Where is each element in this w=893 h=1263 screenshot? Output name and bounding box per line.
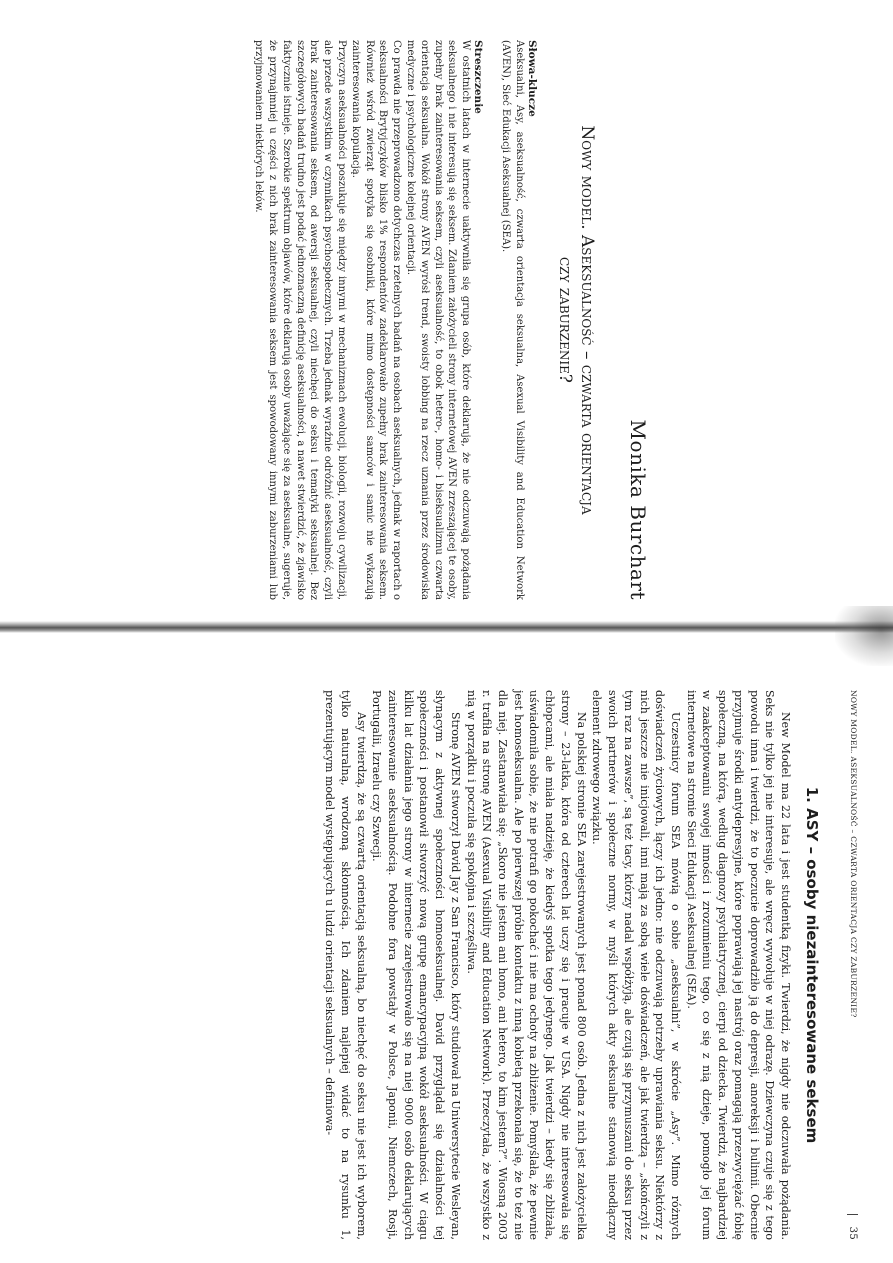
body-paragraph-5: Asy twierdzą, że są czwartą orientacją seksualną, bo niechęć do seksu nie jest ich wyborem, tylko naturalną, wrodzoną skłonnością. Ich zdaniem najlepiej widać to na rysunku 1, prezentującym model występujących u ludzi orientacji seksualnych – definiowa-: [323, 690, 368, 1240]
body-paragraph-2: Uczestnicy forum SEA mówią o sobie „aseksualni”, w skrócie „Asy”. Mimo różnych doświadczeń życiowych, łączy ich jedno: nie odczuwają potrzeby uprawiania seksu. Niektórzy z nich jeszcze nie inicjowali, inni mają za sobą wiele doświadczeń, ale jak twierdzą – „skończyli z tym raz na zawsze”, są też tacy, którzy nadal współżyją, ale czują się przymuszani do seksu przez swoich partnerów i społeczne normy, w myśli których akty seksualne stanowią nieodłączny element zdrowego związku.: [590, 690, 682, 1240]
keywords-text: Aseksualni, Asy, aseksualność, czwarta orientacja seksualna, Asexual Visibility and Education Network (AVEN), Sieć Edukacji Aseksualnej (SEA).: [500, 40, 525, 600]
right-page: [58, 690, 858, 1240]
scan-shadow: [835, 606, 893, 666]
keywords-label: Słowa-klucze: [525, 40, 538, 117]
page-number: 35: [847, 1214, 858, 1240]
running-header: [847, 690, 858, 1240]
abstract-label: Streszczenie: [472, 40, 485, 114]
article-title-line-1: Nowy model. Aseksualność – czwarta orientacja: [577, 125, 597, 515]
section-heading: 1. ASY – osoby niezainteresowane seksem: [803, 786, 821, 1144]
body-paragraph-4: Stronę AVEN stworzył David Jay z San Francisco, który studiował na Uniwersytecie Wesleyan, słynącym z aktywnej społeczności homoseksualnej. David przyglądał się działalności tej społeczności i postanowił stworzyć nową grupę emancypacyjną wokół aseksualności. W ciągu kilku lat działania jego strony w internecie zarejestrowało się na niej 9000 osób deklarujących zainteresowanie aseksualnością. Podobne fora powstały w Polsce, Japonii, Niemczech, Rosji, Portugalii, Izraelu czy Szwecji.: [370, 690, 462, 1240]
article-title: [554, 40, 598, 600]
author-name: Monika Burchart: [626, 419, 650, 600]
body-paragraph-1: New Model ma 22 lata i jest studentką fizyki. Twierdzi, że nigdy nie odczuwała pożądania. Seks nie tylko jej nie interesuje, ale wręcz wywołuje w niej odrazę. Dziewczyna czuje się z tego powodu inna i twierdzi, że to poczucie doprowadziło ją do depresji, anoreksji i bulimii. Obecnie przyjmuje środki antydepresyjne, które poprawiają jej nastrój oraz pomagają przezwyciężać fobię społeczną, na którą, według diagnozy psychiatrycznej, cierpi od dziecka. Twierdzi, że najbardziej w zaakceptowaniu swojej inności i zrozumieniu tego, co się z nią dzieje, pomogło jej forum internetowe na stronie Sieci Edukacji Aseksualnej (SEA).: [684, 690, 792, 1240]
abstract-paragraph-3: Przyczyn aseksualności poszukuje się między innymi w mechanizmach ewolucji, biologii, rozwoju cywilizacji, ale przede wszystkim w czynnikach psychospołecznych. Trzeba jednak wyraźnie odróżnić aseksualność, czyli brak zainteresowania seksem, od awersji seksualnej, czyli niechęci do seksu i tematyki seksualnej. Bez szczegółowych badań trudno jest podać jednoznaczną definicję aseksualności, a nawet stwierdzić, że zjawisko faktycznie istnieje. Szerokie spektrum objawów, które deklarują osoby uważające się za aseksualne, sugeruje, że przynajmniej u części z nich brak zainteresowania seksem jest spowodowany innymi zaburzeniami lub przyjmowaniem niektórych leków.: [253, 40, 348, 600]
body-paragraph-3: Na polskiej stronie SEA zarejestrowanych jest ponad 800 osób. Jedna z nich jest założycielka strony – 23-latka, która od czterech lat uczy się i pracuje w USA. Nigdy nie interesowała się chłopcami, ale miała nadzieję, że kiedyś spotka tego jedynego. Jak twierdzi – kiedy się zbliżała, uświadomiła sobie, że nie potrafi go pokochać i nie ma ochoty na zbliżenie. Pomyślała, że pewnie jest homoseksualna. Ale po pierwszej próbie kontaktu z inną kobietą przekonała się, że to też nie dla niej. Zastanawiała się: „Skoro nie jestem ani homo, ani hetero, to kim jestem?”. Wiosną 2003 r. trafiła na stronę AVEN (Asexual Visibility and Education Network). Przeczytała, że wszystko z nią w porządku i poczuła się spokojna i szczęśliwa.: [464, 690, 588, 1240]
left-page: [50, 40, 650, 600]
article-title-line-2: czy zaburzenie?: [554, 256, 575, 384]
abstract-paragraph-2: Co prawda nie przeprowadzono dotychczas rzetelnych badań na osobach aseksualnych, jednak w raportach o seksualności Brytyjczyków blisko 1% respondentów zadeklarowało zupełny brak zainteresowania seksem. Również wśród zwierząt spotyka się osobniki, które mimo dostępności samców i samic nie wykazują zainteresowania kopulacją.: [349, 40, 403, 600]
page-fold-divider: [0, 621, 893, 633]
running-header-title: NOWY MODEL. ASEKSUALNOŚĆ – CZWARTA ORIENTACJA CZY ZABURZENIE?: [849, 690, 858, 1018]
abstract-paragraph-1: W ostatnich latach w internecie uaktywniła się grupa osób, które deklarują, że nie odczuwają pożądania seksualnego i nie interesują się seksem. Zdaniem założycieli strony internetowej AVEN zrzeszającej te osoby, zupełny brak zainteresowania seksem, czyli aseksualność, to obok hetero-, homo- i biseksualizmu czwarta orientacja seksualna. Wokół strony AVEN wyrósł trend, swoisty lobbing na rzecz uznania przez środowiska medyczne i psychologiczne kolejnej orientacji.: [405, 40, 472, 600]
